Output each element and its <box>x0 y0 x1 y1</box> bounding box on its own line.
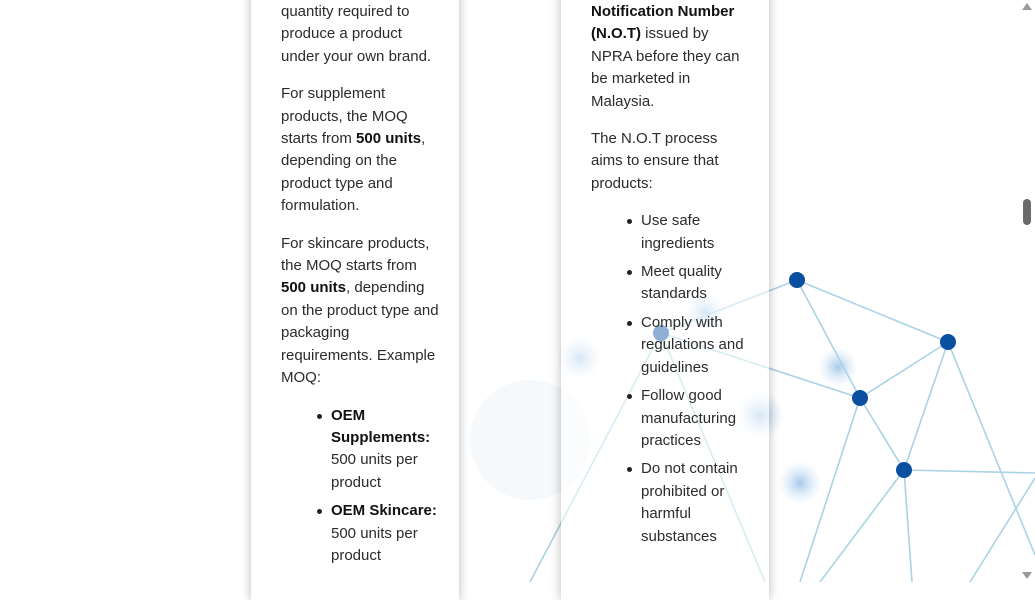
not-process-intro: The N.O.T process aims to ensure that products: <box>591 130 719 192</box>
moq-example-list <box>281 405 441 568</box>
list-item: Do not contain prohibited or harmful substances <box>641 458 751 548</box>
skincare-moq-value: 500 units <box>281 279 347 297</box>
supplement-moq-value: 500 units <box>356 130 422 148</box>
list-item: Comply with regulations and guidelines <box>641 312 751 379</box>
not-goals-list <box>591 210 751 548</box>
triangle-up-icon[interactable] <box>1022 3 1032 10</box>
vertical-scrollbar[interactable] <box>1018 0 1035 582</box>
list-item: Follow good manufacturing practices <box>641 385 751 452</box>
list-item: OEM Supplements: 500 units per product <box>331 405 441 495</box>
scrollbar-thumb[interactable] <box>1023 199 1031 225</box>
moq-intro-paragraph: quantity required to produce a product under your own brand. <box>281 3 432 65</box>
not-column <box>591 1 751 554</box>
notification-paragraph: Notification Number (N.O.T) issued by NPRA before they can be marketed in Malaysia. <box>591 3 740 110</box>
skincare-moq-paragraph: For skincare products, the MOQ starts from 500 units, depending on the product type and packaging requirements. Example MOQ: <box>281 234 439 387</box>
triangle-down-icon[interactable] <box>1022 572 1032 579</box>
supplement-moq-paragraph: For supplement products, the MOQ starts from 500 units, depending on the product type and formulation. <box>281 85 426 215</box>
notification-number-label: Notification Number (N.O.T) <box>591 3 735 43</box>
list-item: OEM Skincare: 500 units per product <box>331 500 441 567</box>
list-item: Meet quality standards <box>641 261 751 306</box>
list-item: Use safe ingredients <box>641 210 751 255</box>
moq-column <box>281 1 441 573</box>
